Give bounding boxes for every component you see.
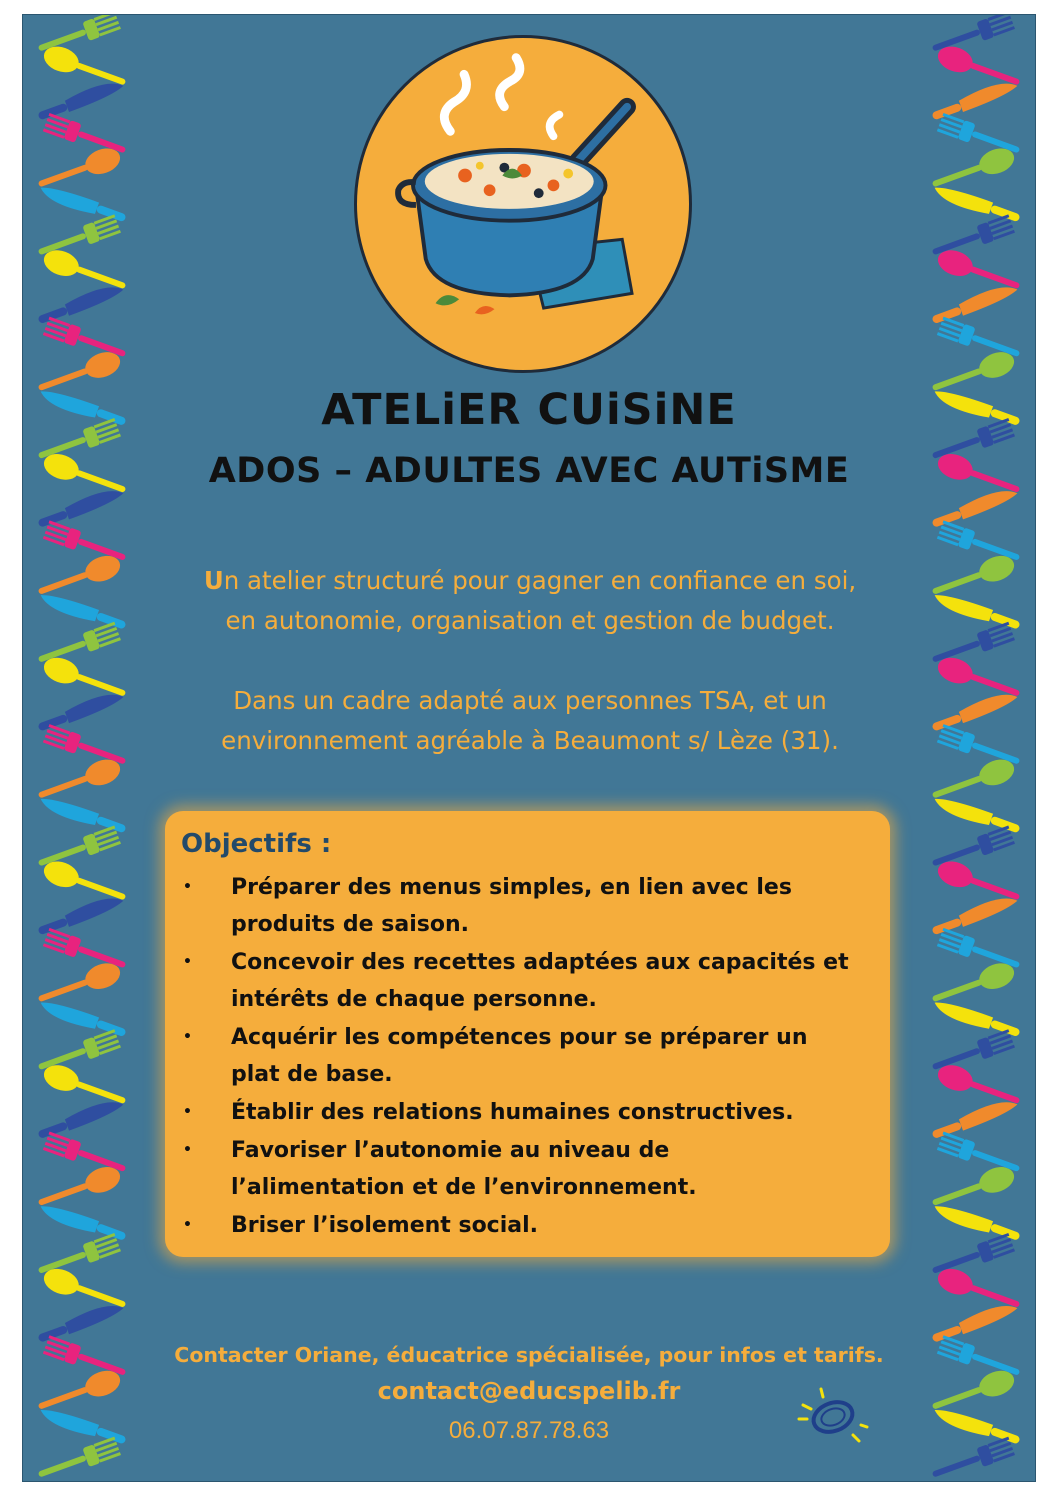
intro-line: n atelier structuré pour gagner en confiance en soi,	[223, 566, 857, 595]
list-item	[181, 1132, 874, 1206]
page-subtitle: ADOS – ADULTES AVEC AUTiSME	[208, 451, 850, 491]
utensil-icon	[35, 755, 124, 807]
utensil-icon	[932, 793, 1022, 838]
list-item	[181, 1019, 874, 1093]
utensil-icon	[932, 182, 1022, 227]
utensil-icon	[932, 1201, 1022, 1246]
utensil-icon	[929, 1162, 1018, 1214]
bullet-icon: •	[183, 1029, 192, 1045]
intro-paragraph-2	[143, 681, 917, 761]
utensil-icon	[35, 551, 124, 603]
list-item-line: Favoriser l’autonomie au niveau de	[231, 1138, 670, 1163]
utensil-icon	[932, 997, 1022, 1042]
contact-phone: 06.07.87.78.63	[448, 1417, 610, 1444]
intro-line: Dans un cadre adapté aux personnes TSA, et un	[233, 686, 827, 715]
bullet-icon: •	[183, 1104, 192, 1120]
contact-email-link[interactable]: contact@educspelib.fr	[377, 1377, 681, 1405]
page-title: ATELiER CUiSiNE	[321, 385, 737, 435]
list-item-line: Préparer des menus simples, en lien avec les	[231, 875, 792, 900]
intro-line: en autonomie, organisation et gestion de budget.	[225, 606, 835, 635]
list-item-line: Acquérir les compétences pour se préparer un	[231, 1025, 808, 1050]
objectives-box	[165, 811, 890, 1257]
list-item-line: Briser l’isolement social.	[231, 1213, 539, 1238]
intro-line: environnement agréable à Beaumont s/ Lèze (31).	[221, 726, 839, 755]
list-item	[181, 1094, 874, 1131]
utensil-icon	[38, 793, 128, 838]
utensil-border-left	[27, 15, 137, 1481]
objectives-heading: Objectifs :	[181, 829, 332, 859]
utensil-icon	[38, 1201, 128, 1246]
list-item-line: produits de saison.	[231, 912, 469, 937]
list-item-line: Établir des relations humaines constructives.	[231, 1100, 794, 1125]
utensil-icon	[929, 755, 1018, 807]
bullet-icon: •	[183, 1142, 192, 1158]
list-item-line: plat de base.	[231, 1062, 393, 1087]
utensil-icon	[929, 144, 1018, 196]
plate-logo-icon	[793, 1385, 869, 1445]
list-item-line: intérêts de chaque personne.	[231, 987, 597, 1012]
utensil-icon	[932, 590, 1022, 635]
list-item-line: l’alimentation et de l’environnement.	[231, 1175, 697, 1200]
utensil-icon	[35, 959, 124, 1011]
flyer	[22, 14, 1036, 1482]
utensil-icon	[929, 959, 1018, 1011]
bullet-icon: •	[183, 879, 192, 895]
utensil-icon	[38, 997, 128, 1042]
bullet-icon: •	[183, 954, 192, 970]
utensil-border-right	[921, 15, 1031, 1481]
intro-drop-letter: U	[203, 566, 224, 595]
utensil-icon	[38, 590, 128, 635]
list-item	[181, 944, 874, 1018]
utensil-icon	[929, 551, 1018, 603]
utensil-icon	[35, 1162, 124, 1214]
utensil-icon	[38, 182, 128, 227]
list-item	[181, 869, 874, 943]
list-item-line: Concevoir des recettes adaptées aux capacités et	[231, 950, 849, 975]
utensil-icon	[35, 144, 124, 196]
intro-paragraph-1	[143, 561, 917, 641]
cooking-pot-illustration-icon	[354, 35, 692, 373]
list-item	[181, 1207, 874, 1244]
bullet-icon: •	[183, 1217, 192, 1233]
objectives-list	[181, 869, 874, 1244]
contact-text: Contacter Oriane, éducatrice spécialisée, pour infos et tarifs.	[174, 1343, 884, 1367]
